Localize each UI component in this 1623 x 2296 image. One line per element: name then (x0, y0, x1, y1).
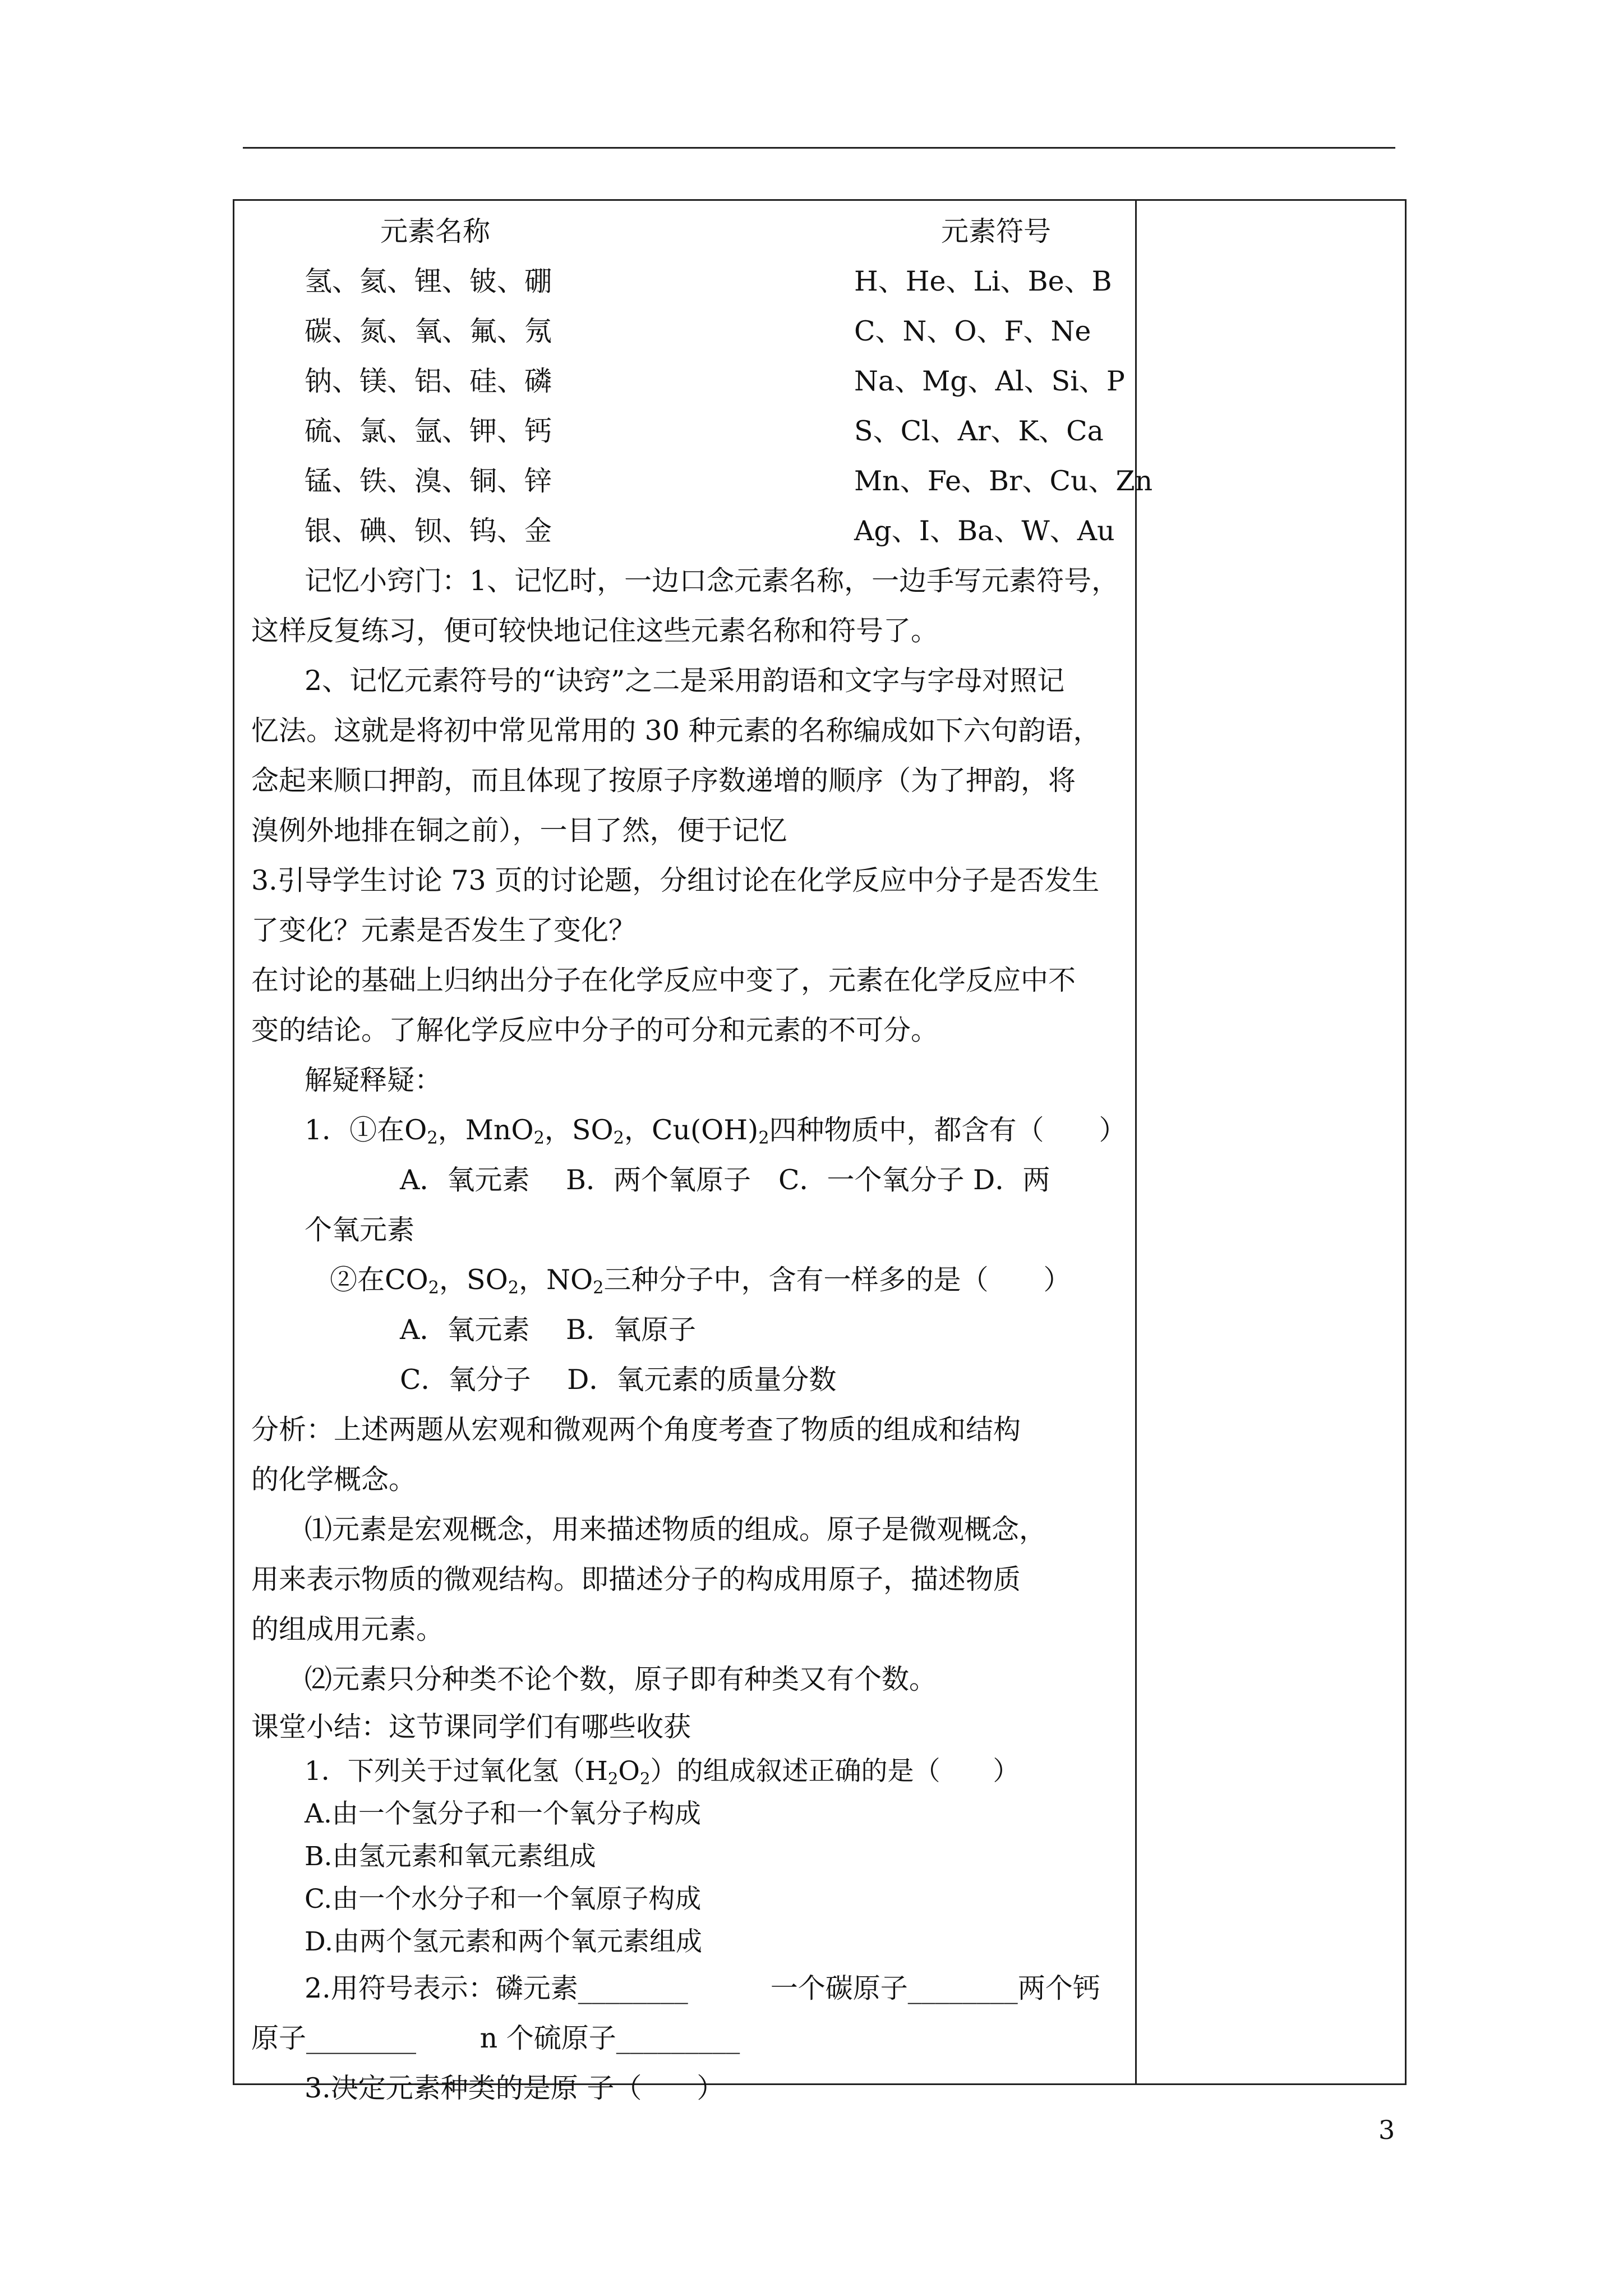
discussion-line: 了变化？元素是否发生了变化？ (251, 914, 637, 946)
exercise-1-option-d: D.由两个氢元素和两个氧元素组成 (305, 1926, 702, 1957)
analysis-line: 分析：上述两题从宏观和微观两个角度考查了物质的组成和结构 (251, 1414, 1021, 1446)
subscript: 2 (428, 1278, 439, 1298)
memory-tip-line: 忆法。这就是将初中常见常用的 30 种元素的名称编成如下六句韵语， (251, 715, 1101, 747)
subscript: 2 (613, 1128, 624, 1148)
discussion-line: 3.引导学生讨论 73 页的讨论题，分组讨论在化学反应中分子是否发生 (251, 864, 1100, 896)
memory-tip-line: 记忆小窍门：1、记忆时，一边口念元素名称，一边手写元素符号， (305, 565, 1119, 597)
analysis-line: 的化学概念。 (251, 1464, 417, 1496)
exercise-1-option-a: A.由一个氢分子和一个氧分子构成 (305, 1798, 701, 1829)
element-names: 银、碘、钡、钨、金 (305, 515, 552, 547)
discussion-line: 在讨论的基础上归纳出分子在化学反应中变了，元素在化学反应中不 (251, 964, 1076, 996)
element-symbols: Mn、Fe、Br、Cu、Zn (854, 465, 1153, 497)
element-symbols: C、N、O、F、Ne (854, 315, 1091, 347)
analysis-line: 用来表示物质的微观结构。即描述分子的构成用原子，描述物质 (251, 1563, 1021, 1595)
exercise-2: 2.用符号表示：磷元素________ 一个碳原子________两个钙 (305, 1972, 1100, 2004)
analysis-line: ⑵元素只分种类不论个数，原子即有种类又有个数。 (305, 1663, 937, 1695)
question-2 (251, 1255, 1126, 1305)
subscript: 2 (607, 1769, 619, 1788)
element-row (251, 456, 1153, 506)
element-names: 钠、镁、铝、硅、磷 (305, 365, 552, 397)
element-row (251, 356, 1126, 406)
subscript: 2 (639, 1769, 651, 1788)
discussion-line: 变的结论。了解化学反应中分子的可分和元素的不可分。 (251, 1014, 939, 1046)
question-1 (251, 1105, 1126, 1155)
question-1-options: A．氧元素 B．两个氧原子 C．一个氧分子 D．两 (400, 1164, 1050, 1196)
element-name-header: 元素名称 (380, 215, 491, 247)
element-symbols: Ag、I、Ba、W、Au (854, 515, 1115, 547)
exercise-3: 3.决定元素种类的是原 子（ ） (305, 2072, 725, 2104)
qa-heading: 解疑释疑： (305, 1064, 442, 1096)
header-rule (243, 147, 1395, 149)
memory-tip-line: 念起来顺口押韵，而且体现了按原子序数递增的顺序（为了押韵，将 (251, 765, 1076, 797)
question-text: ，Cu(OH) (624, 1114, 759, 1146)
exercise-1-option-b: B.由氢元素和氧元素组成 (305, 1841, 596, 1872)
question-text: 四种物质中，都含有（ ） (769, 1114, 1127, 1146)
question-text: ，NO (519, 1264, 593, 1296)
element-row (251, 506, 1126, 556)
exercise-1-option-c: C.由一个水分子和一个氧原子构成 (305, 1884, 702, 1915)
subscript: 2 (508, 1278, 519, 1298)
question-text: 1．①在O (305, 1114, 427, 1146)
exercise-2-continued: 原子________ n 个硫原子_________ (251, 2022, 740, 2054)
memory-tip-line: 溴例外地排在铜之前），一目了然，便于记忆 (251, 815, 787, 846)
element-row (251, 406, 1126, 456)
element-names: 碳、氮、氧、氟、氖 (305, 315, 552, 347)
exercise-text: ）的组成叙述正确的是（ ） (650, 1756, 1020, 1787)
element-table-header (251, 206, 1126, 256)
element-symbol-header: 元素符号 (941, 215, 1052, 247)
question-text: ，SO (544, 1114, 614, 1146)
question-text: ，SO (439, 1264, 508, 1296)
question-text: 三种分子中，含有一样多的是（ ） (603, 1264, 1071, 1296)
element-names: 氢、氦、锂、铍、硼 (305, 265, 552, 297)
analysis-line: ⑴元素是宏观概念，用来描述物质的组成。原子是微观概念， (305, 1513, 1047, 1545)
analysis-line: 的组成用元素。 (251, 1613, 444, 1645)
element-row (251, 306, 1126, 356)
element-symbols: S、Cl、Ar、K、Ca (854, 415, 1104, 447)
exercise-1 (251, 1750, 1126, 1793)
memory-tip-line: 这样反复练习，便可较快地记住这些元素名称和符号了。 (251, 615, 939, 647)
question-2-options: A．氧元素 B．氧原子 (400, 1314, 696, 1346)
subscript: 2 (533, 1128, 545, 1148)
element-symbols: Na、Mg、Al、Si、P (854, 365, 1125, 397)
summary-heading: 课堂小结：这节课同学们有哪些收获 (251, 1711, 691, 1743)
element-symbols: H、He、Li、Be、B (854, 265, 1112, 297)
subscript: 2 (427, 1128, 438, 1148)
question-text: ②在CO (330, 1264, 428, 1296)
exercise-text: 1．下列关于过氧化氢（H (305, 1756, 608, 1787)
element-row (251, 256, 1126, 306)
question-text: ，MnO (437, 1114, 534, 1146)
lesson-content (251, 206, 1153, 2113)
subscript: 2 (593, 1278, 604, 1298)
element-names: 硫、氯、氩、钾、钙 (305, 415, 552, 447)
subscript: 2 (758, 1128, 769, 1148)
element-names: 锰、铁、溴、铜、锌 (305, 465, 552, 497)
exercise-text: O (618, 1756, 640, 1787)
memory-tip-line: 2、记忆元素符号的“诀窍”之二是采用韵语和文字与字母对照记 (305, 665, 1065, 697)
question-2-options: C．氧分子 D．氧元素的质量分数 (400, 1364, 837, 1396)
question-1-options: 个氧元素 (305, 1214, 415, 1246)
page-number: 3 (1378, 2115, 1395, 2145)
